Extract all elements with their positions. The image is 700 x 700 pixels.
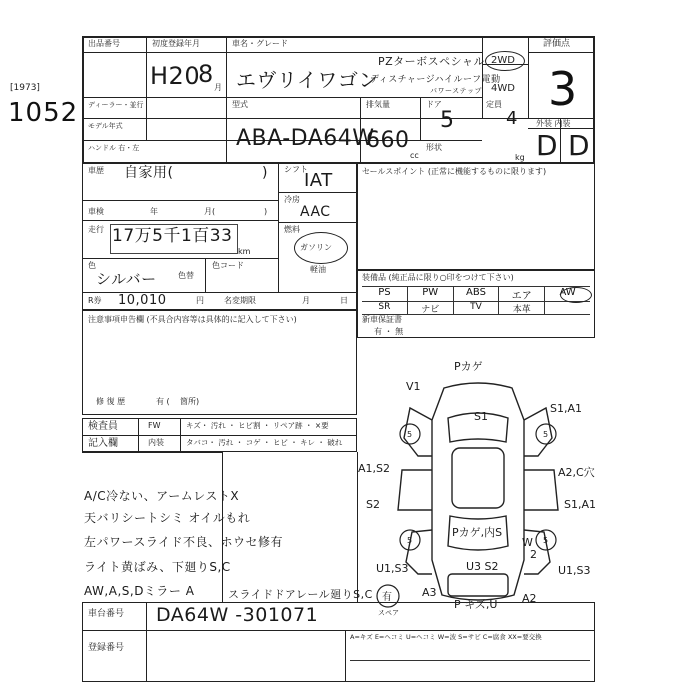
label-dealer: ディーラー・並行 bbox=[88, 101, 144, 109]
remark-line-3: 左パワースライド不良、ホウセ修有 bbox=[84, 535, 284, 549]
label-capacity: 定員 bbox=[486, 100, 502, 109]
label-fuel: 燃料 bbox=[284, 225, 300, 234]
capacity-value: 4 bbox=[506, 108, 518, 129]
label-chassis-no: 車台番号 bbox=[88, 609, 125, 619]
lot-number: 1052 bbox=[8, 98, 79, 128]
damage-legend: A=キズ E=ヘコミ U=ヘコミ W=波 S=サビ C=腐食 XX=要交換 bbox=[350, 633, 542, 641]
inspection-month: 月( bbox=[204, 207, 216, 216]
equip-navi: ナビ bbox=[408, 302, 454, 314]
label-lot-no: 出品番号 bbox=[88, 39, 120, 48]
remark-line-5: AW,A,S,Dミラー A bbox=[84, 584, 195, 598]
diag-w2: W bbox=[522, 536, 533, 549]
label-displacement: 排気量 bbox=[366, 100, 390, 109]
label-record: 記入欄 bbox=[88, 438, 118, 449]
label-model-year: モデル年式 bbox=[88, 122, 123, 130]
label-shape: 形状 bbox=[426, 143, 442, 152]
grade-line1: PZターボスペシャル bbox=[378, 55, 485, 68]
legend-tick-row bbox=[350, 660, 590, 673]
equipment-grid bbox=[362, 286, 590, 315]
label-color-code: 色コード bbox=[212, 261, 244, 270]
label-usage: 車歴 bbox=[88, 166, 104, 175]
label-warranty: 新車保証書 bbox=[362, 315, 402, 324]
mileage-boxes bbox=[110, 224, 238, 254]
inspection-close: ) bbox=[264, 207, 268, 216]
remark-line-4: ライト黄ばみ、下廻りS,C bbox=[84, 560, 231, 574]
inspector-row2-text: タバコ・ 汚れ ・ コゲ ・ ヒビ ・ キレ ・ 破れ bbox=[186, 438, 343, 447]
diag-a2-bottom: A2 bbox=[522, 592, 537, 605]
equip-sr: SR bbox=[362, 302, 408, 314]
drive-4wd: 4WD bbox=[491, 83, 515, 94]
tire-fr: 5 bbox=[543, 430, 549, 439]
label-notes: 注意事項申告欄 (不具合内容等は具体的に記入して下さい) bbox=[88, 315, 297, 324]
diag-u1s3-right: U1,S3 bbox=[558, 564, 591, 577]
spare-stamp-bottom: スペア bbox=[378, 609, 399, 617]
diag-s1a1-right: S1,A1 bbox=[550, 402, 583, 415]
diag-s1a1-rear-right: S1,A1 bbox=[564, 498, 597, 511]
diag-two: 2 bbox=[530, 548, 537, 561]
label-shift: シフト bbox=[284, 165, 308, 174]
label-repair: 修 復 歴 bbox=[96, 397, 126, 406]
equip-tv: TV bbox=[454, 302, 500, 314]
label-color: 色 bbox=[88, 261, 96, 270]
cc-unit: cc bbox=[410, 151, 419, 160]
km-unit: km bbox=[238, 247, 251, 256]
label-check: 検査員 bbox=[88, 421, 118, 432]
warranty-options: 有 ・ 無 bbox=[374, 327, 404, 336]
label-inspection: 車検 bbox=[88, 207, 104, 216]
equip-abs: ABS bbox=[454, 287, 500, 301]
grade-line2: ディスチャージハイルーフ電動 bbox=[370, 75, 501, 85]
ext-grade: D bbox=[536, 129, 559, 162]
grade-line3: パワーステップ bbox=[430, 87, 483, 95]
inspection-year: 年 bbox=[150, 207, 158, 216]
remark-center: スライドドアレール廻りS,C bbox=[228, 588, 373, 601]
diag-s2-left: S2 bbox=[366, 498, 380, 511]
sales-point-box bbox=[357, 162, 595, 270]
equip-airbag: エア bbox=[499, 287, 545, 301]
drive-2wd: 2WD bbox=[491, 55, 515, 66]
mileage-value: 17万5千1百33 bbox=[112, 226, 233, 246]
equip-pw: PW bbox=[408, 287, 454, 301]
recycle-unit: 円 bbox=[196, 296, 204, 305]
first-reg-month: 8 bbox=[198, 60, 214, 88]
title-change-day: 日 bbox=[340, 296, 348, 305]
label-first-reg: 初度登録年月 bbox=[152, 39, 200, 48]
diag-a3: A3 bbox=[422, 586, 437, 599]
usage-value: 自家用( bbox=[124, 165, 174, 181]
fuel-light-oil: 軽油 bbox=[310, 265, 326, 274]
label-car-name: 車名・グレード bbox=[232, 39, 288, 48]
remark-line-2: 天バリシートシミ オイルもれ bbox=[84, 511, 251, 525]
remark-line-1: A/C冷ない、アームレストX bbox=[84, 489, 240, 503]
tire-rl: 5 bbox=[407, 536, 413, 545]
displacement-value: 660 bbox=[366, 128, 410, 153]
label-reg-no: 登録番号 bbox=[88, 643, 125, 653]
label-mileage: 走行 bbox=[88, 225, 104, 234]
title-change-month: 月 bbox=[302, 296, 310, 305]
spare-stamp-top: 有 bbox=[382, 592, 392, 603]
diag-v1: V1 bbox=[406, 380, 421, 393]
fuel-circle bbox=[294, 232, 348, 264]
chassis-no: DA64W -301071 bbox=[156, 604, 319, 626]
first-reg-year: H20 bbox=[150, 62, 201, 90]
inspector-row1-head: FW bbox=[148, 421, 161, 430]
equip-leather: 本革 bbox=[499, 302, 545, 314]
aircon-value: AAC bbox=[300, 204, 331, 220]
tire-fl: 5 bbox=[407, 430, 413, 439]
tire-rr: 5 bbox=[543, 536, 549, 545]
label-color-change: 色替 bbox=[178, 271, 194, 280]
repair-options: 有 ( bbox=[156, 397, 170, 406]
kg-unit: kg bbox=[515, 153, 525, 162]
diag-a2-right: A2,C穴 bbox=[558, 466, 595, 479]
equip-aw: AW bbox=[559, 287, 576, 298]
drive-2wd-circle bbox=[485, 51, 525, 71]
diag-front-note: Pカゲ bbox=[454, 360, 483, 373]
diag-p-kizu: P キズ,U bbox=[454, 598, 498, 611]
car-damage-diagram bbox=[358, 360, 598, 620]
model-code: ABA-DA64W bbox=[236, 126, 375, 151]
label-ext-int: 外装 内装 bbox=[536, 119, 571, 128]
diag-a1s2-left: A1,S2 bbox=[358, 462, 391, 475]
doors-value: 5 bbox=[440, 108, 455, 133]
label-sales-point: セールスポイント (正常に機能するものに限ります) bbox=[362, 167, 547, 176]
usage-close: ) bbox=[262, 165, 268, 181]
recycle-value: 10,010 bbox=[118, 293, 167, 308]
label-title-change: 名変期限 bbox=[224, 296, 256, 305]
diag-u1s3-left: U1,S3 bbox=[376, 562, 409, 575]
label-handle: ハンドル 右・左 bbox=[88, 144, 140, 152]
label-equipment: 装備品 (純正品に限り○印をつけて下さい) bbox=[362, 273, 514, 282]
label-score: 評価点 bbox=[543, 39, 571, 49]
label-recycle: R券 bbox=[88, 296, 102, 305]
label-doors: ドア bbox=[426, 100, 442, 109]
equip-ps: PS bbox=[362, 287, 408, 301]
inspector-row1-text: キズ・ 汚れ ・ ヒビ割 ・ リペア跡 ・ ×要 bbox=[186, 421, 329, 430]
repair-place: 箇所) bbox=[180, 397, 200, 406]
inspector-row2-head: 内装 bbox=[148, 438, 164, 447]
month-unit: 月 bbox=[214, 83, 222, 92]
lot-code: [1973] bbox=[10, 83, 40, 93]
shift-value: IAT bbox=[304, 170, 333, 191]
diag-s1-top: S1 bbox=[474, 410, 488, 423]
score-value: 3 bbox=[548, 62, 578, 116]
fuel-value: ガソリン bbox=[300, 243, 332, 252]
aw-circle bbox=[560, 287, 592, 303]
color-value: シルバー bbox=[96, 270, 157, 288]
label-type: 型式 bbox=[232, 100, 248, 109]
label-aircon: 冷房 bbox=[284, 195, 300, 204]
diag-u3s2: U3 S2 bbox=[466, 560, 499, 573]
int-grade: D bbox=[568, 129, 591, 162]
car-name: エヴリイワゴン bbox=[236, 68, 379, 92]
equip-blank bbox=[545, 302, 590, 314]
diag-roof-note: Pカゲ,内S bbox=[452, 526, 503, 539]
